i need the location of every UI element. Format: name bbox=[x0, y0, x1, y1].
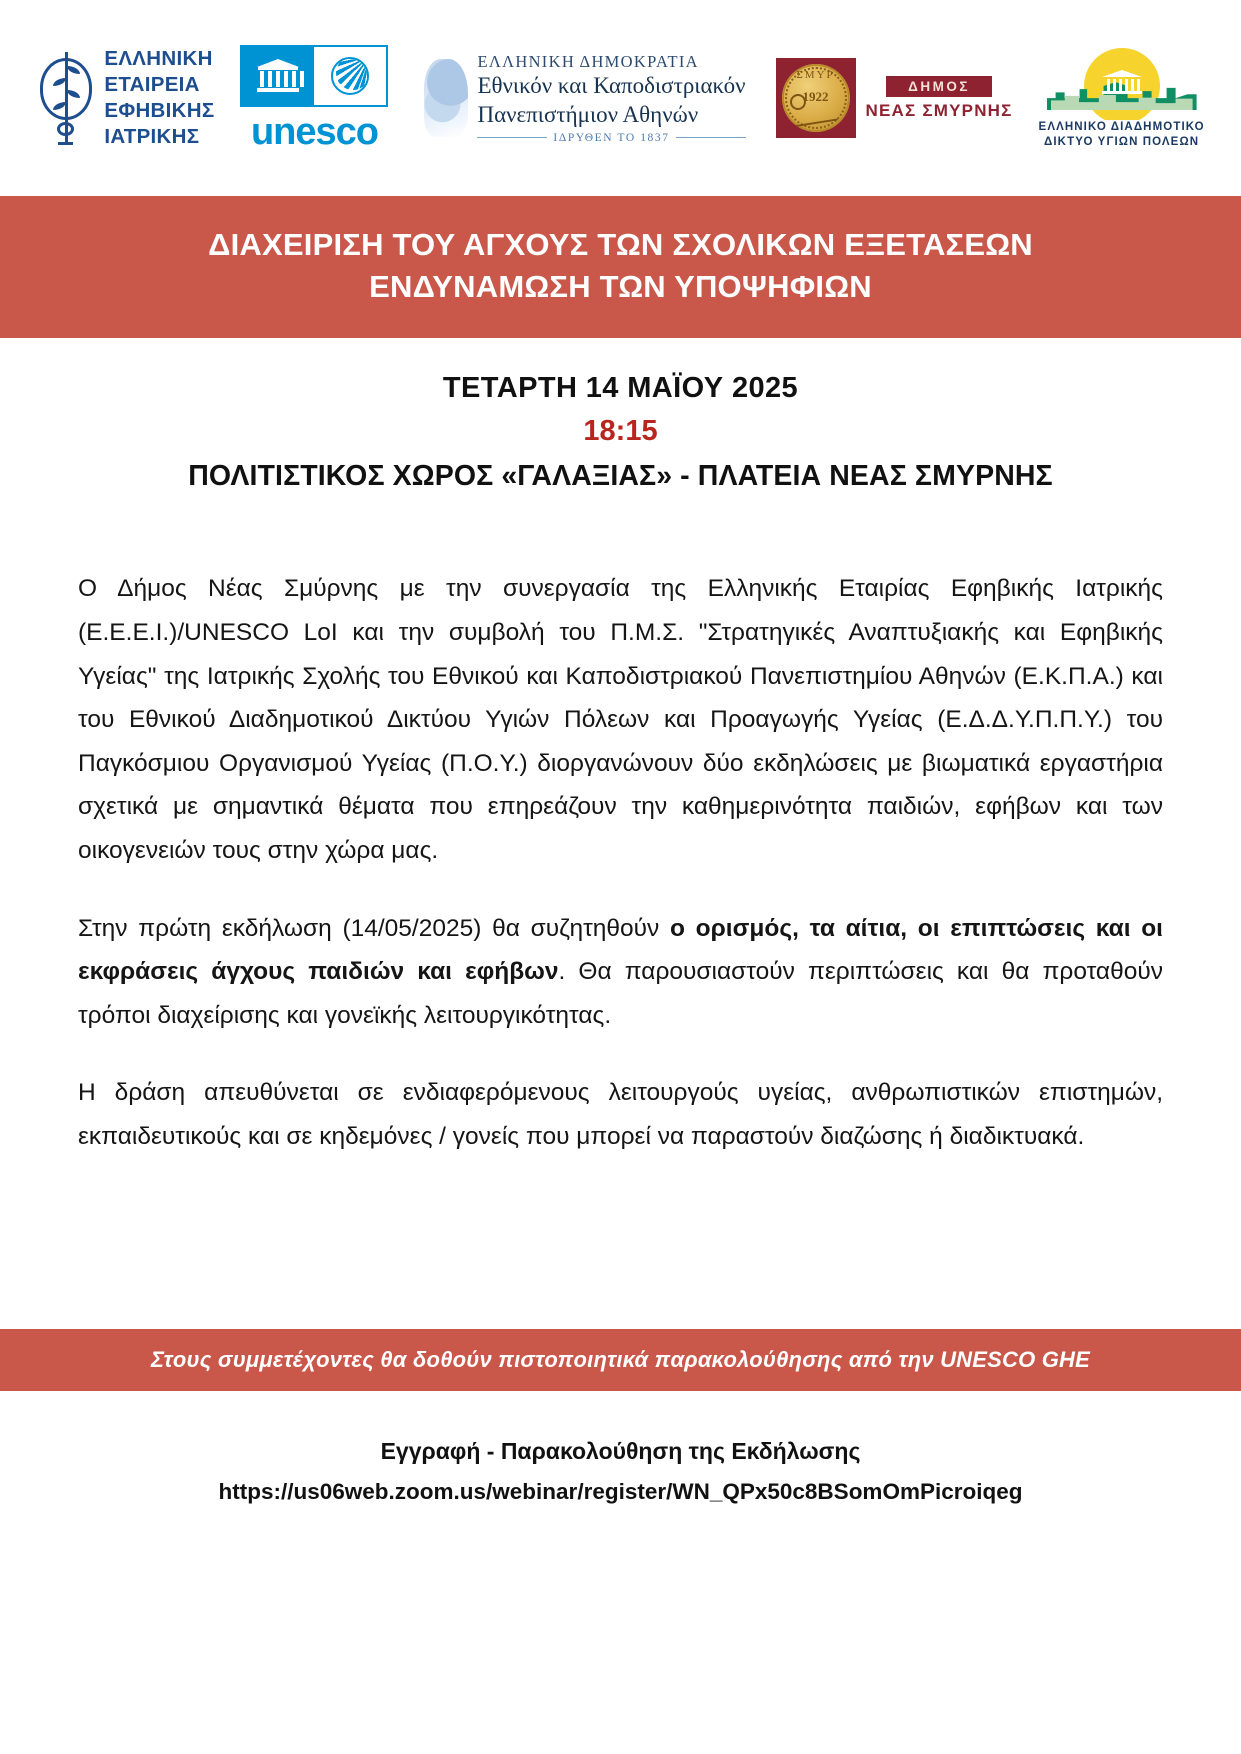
registration-heading: Εγγραφή - Παρακολούθηση της Εκδήλωσης bbox=[380, 1438, 861, 1464]
logo-eeei-text bbox=[104, 46, 214, 151]
registration-url[interactable]: https://us06web.zoom.us/webinar/register/WN_QPx50c8BSomOmPicroiqeg bbox=[218, 1479, 1023, 1504]
logo-ekpa bbox=[424, 52, 745, 143]
coin-emblem bbox=[776, 58, 856, 138]
unesco-wordmark: unesco bbox=[250, 111, 378, 153]
coin-year: 1922 bbox=[802, 89, 829, 105]
event-date: ΤΕΤΑΡΤΗ 14 ΜΑΪΟΥ 2025 bbox=[442, 372, 799, 405]
body-text bbox=[0, 499, 1241, 1158]
healthy-cities-line-2: ΔΙΚΤΥΟ ΥΓΙΩΝ ΠΟΛΕΩΝ bbox=[1044, 136, 1200, 148]
dimos-bar-label: ΔΗΜΟΣ bbox=[886, 76, 992, 97]
logo-eeei bbox=[36, 46, 214, 151]
paragraph-2 bbox=[78, 907, 1163, 1038]
caduceus-icon bbox=[36, 48, 96, 148]
paragraph-2-emphasis: ο ορισμός, τα αίτια, οι επιπτώσεις και οι εκφράσεις άγχους παιδιών και εφήβων bbox=[78, 914, 1163, 986]
logo-eeei-line-3: ΕΦΗΒΙΚΗΣ bbox=[104, 99, 215, 122]
logo-eeei-line-1: ΕΛΛΗΝΙΚΗ bbox=[104, 46, 213, 70]
logo-ekpa-line-3: Πανεπιστήμιον Αθηνών bbox=[477, 101, 699, 127]
logo-eeei-line-2: ΕΤΑΙΡΕΙΑ bbox=[104, 72, 200, 96]
logo-strip bbox=[0, 0, 1241, 196]
logo-healthy-cities bbox=[1039, 46, 1205, 149]
paragraph-3: Η δράση απευθύνεται σε ενδιαφερόμενους λειτουργούς υγείας, ανθρωπιστικών επιστημών, εκπαιδευτικούς και σε κηδεμόνες / γονείς που μπορεί να παραστούν διαζώσης ή διαδικτυακά. bbox=[78, 1079, 1163, 1151]
logo-eeei-line-4: ΙΑΤΡΙΚΗΣ bbox=[104, 125, 200, 149]
paragraph-2-part-1: Στην πρώτη εκδήλωση (14/05/2025) θα συζητηθούν bbox=[78, 914, 671, 942]
event-meta bbox=[0, 338, 1241, 499]
event-time: 18:15 bbox=[583, 415, 658, 448]
event-venue: ΠΟΛΙΤΙΣΤΙΚΟΣ ΧΩΡΟΣ «ΓΑΛΑΞΙΑΣ» - ΠΛΑΤΕΙΑ ΝΕΑΣ ΣΜΥΡΝΗΣ bbox=[188, 460, 1053, 493]
athena-head-icon bbox=[424, 59, 468, 137]
logo-unesco bbox=[240, 45, 388, 151]
unesco-emblem bbox=[240, 45, 388, 107]
dimos-name: ΝΕΑΣ ΣΜΥΡΝΗΣ bbox=[865, 100, 1013, 120]
certificate-banner bbox=[0, 1329, 1241, 1391]
logo-dimos-neas-smyrnis bbox=[776, 58, 1013, 138]
title-line-1: ΔΙΑΧΕΙΡΙΣΗ ΤΟΥ ΑΓΧΟΥΣ ΤΩΝ ΣΧΟΛΙΚΩΝ ΕΞΕΤΑΣΕΩΝ bbox=[208, 227, 1033, 262]
paragraph-1: Ο Δήμος Νέας Σμύρνης με την συνεργασία της Ελληνικής Εταιρίας Εφηβικής Ιατρικής (Ε.Ε.Ε.Ι.)/UNESCO LoI και την συμβολή του Π.Μ.Σ. "Στρατηγικές Αναπτυξιακής και Εφηβικής Υγείας" της Ιατρικής Σχολής του Εθνικού και Καποδιστριακού Πανεπιστημίου Αθηνών (Ε.Κ.Π.Α.) και του Εθνικού Διαδημοτικού Δικτύου Υγιών Πόλεων και Προαγωγής Υγείας (Ε.Δ.Δ.Υ.Π.Π.Υ.) του Παγκόσμιου Οργανισμού Υγείας (Π.Ο.Υ.) διοργανώνουν δύο εκδηλώσεις με βιωματικά εργαστήρια σχετικά με σημαντικά θέματα που επηρεάζουν την καθημερινότητα παιδιών, εφήβων και των οικογενειών τους στην χώρα μας. bbox=[78, 575, 1163, 864]
registration-block bbox=[0, 1438, 1241, 1505]
paragraph-2-part-2: . Θα παρουσιαστούν περιπτώσεις και θα προταθούν τρόποι διαχείρισης και γονεϊκής λειτουργικότητας. bbox=[78, 958, 1163, 1029]
logo-ekpa-line-1: ΕΛΛΗΝΙΚΗ ΔΗΜΟΚΡΑΤΙΑ bbox=[477, 52, 699, 72]
coin-glyphs: ΣΜΥΡ bbox=[796, 69, 835, 82]
healthy-cities-line-1: ΕΛΛΗΝΙΚΟ ΔΙΑΔΗΜΟΤΙΚΟ bbox=[1038, 121, 1205, 134]
title-line-2: ΕΝΔΥΝΑΜΩΣΗ ΤΩΝ ΥΠΟΨΗΦΙΩΝ bbox=[369, 269, 872, 305]
logo-ekpa-line-2: Εθνικόν και Καποδιστριακόν bbox=[477, 73, 746, 99]
logo-ekpa-line-4: ΙΔΡΥΘΕΝ ΤΟ 1837 bbox=[553, 131, 670, 144]
title-banner bbox=[0, 196, 1241, 338]
temple-icon bbox=[257, 59, 299, 93]
city-skyline-icon bbox=[1047, 46, 1197, 120]
globe-icon bbox=[331, 57, 369, 95]
certificate-banner-text: Στους συμμετέχοντες θα δοθούν πιστοποιητικά παρακολούθησης από την UNESCO GHE bbox=[150, 1347, 1090, 1372]
